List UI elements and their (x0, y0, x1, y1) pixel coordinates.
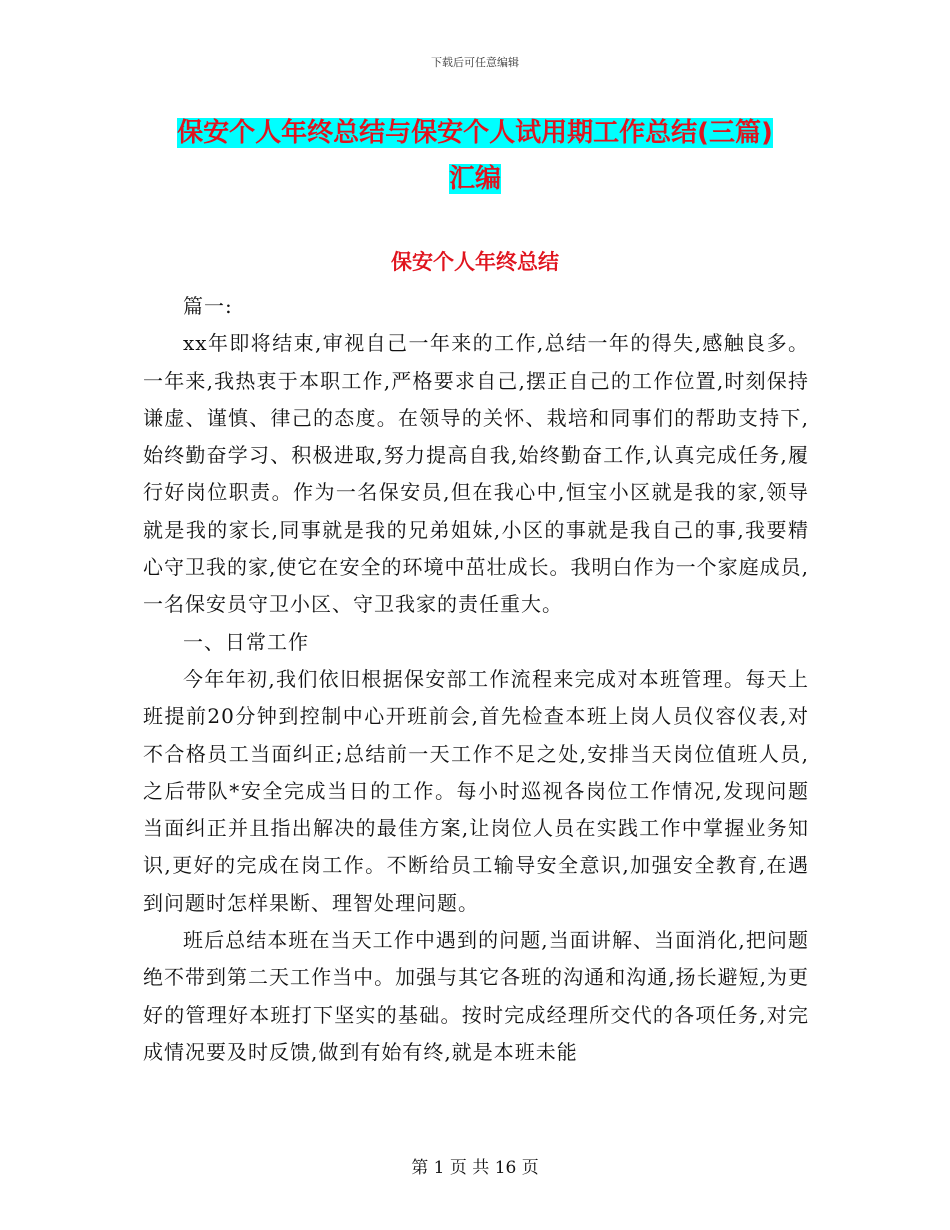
page-footer: 第 1 页 共 16 页 (411, 1158, 539, 1178)
paragraph-heading-part-one: 篇一: (183, 294, 233, 318)
title-line-1: 保安个人年终总结与保安个人试用期工作总结(三篇) (177, 118, 773, 148)
document-title (150, 110, 800, 202)
paragraph-heading-daily-work: 一、日常工作 (183, 629, 309, 654)
paragraph-intro: xx年即将结束,审视自己一年来的工作,总结一年的得失,感触良多。一年来,我热衷于本职工作,严格要求自己,摆正自己的工作位置,时刻保持谦虚、谨慎、律己的态度。在领导的关怀、栽培和同事们的帮助支持下,始终勤奋学习、积极进取,努力提高自我,始终勤奋工作,认真完成任务,履行好岗位职责。作为一名保安员,但在我心中,恒宝小区就是我的家,领导就是我的家长,同事就是我的兄弟姐妹,小区的事就是我自己的事,我要精心守卫我的家,使它在安全的环境中茁壮成长。我明白作为一个家庭成员,一名保安员守卫小区、守卫我家的责任重大。 (143, 331, 809, 617)
document-body (143, 288, 809, 1071)
title-line-2: 汇编 (448, 164, 501, 194)
header-note: 下载后可任意编辑 (431, 56, 519, 69)
paragraph-after-shift: 班后总结本班在当天工作中遇到的问题,当面讲解、当面消化,把问题绝不带到第二天工作当中。加强与其它各班的沟通和沟通,扬长避短,为更好的管理好本班打下坚实的基础。按时完成经理所交代的各项任务,对完成情况要及时反馈,做到有始有终,就是本班未能 (143, 928, 809, 1064)
section-title: 保安个人年终总结 (391, 250, 559, 274)
paragraph-daily-work: 今年年初,我们依旧根据保安部工作流程来完成对本班管理。每天上班提前20分钟到控制中心开班前会,首先检查本班上岗人员仪容仪表,对不合格员工当面纠正;总结前一天工作不足之处,安排当天岗位值班人员,之后带队*安全完成当日的工作。每小时巡视各岗位工作情况,发现问题当面纠正并且指出解决的最佳方案,让岗位人员在实践工作中掌握业务知识,更好的完成在岗工作。不断给员工输导安全意识,加强安全教育,在遇到问题时怎样果断、理智处理问题。 (143, 666, 809, 915)
